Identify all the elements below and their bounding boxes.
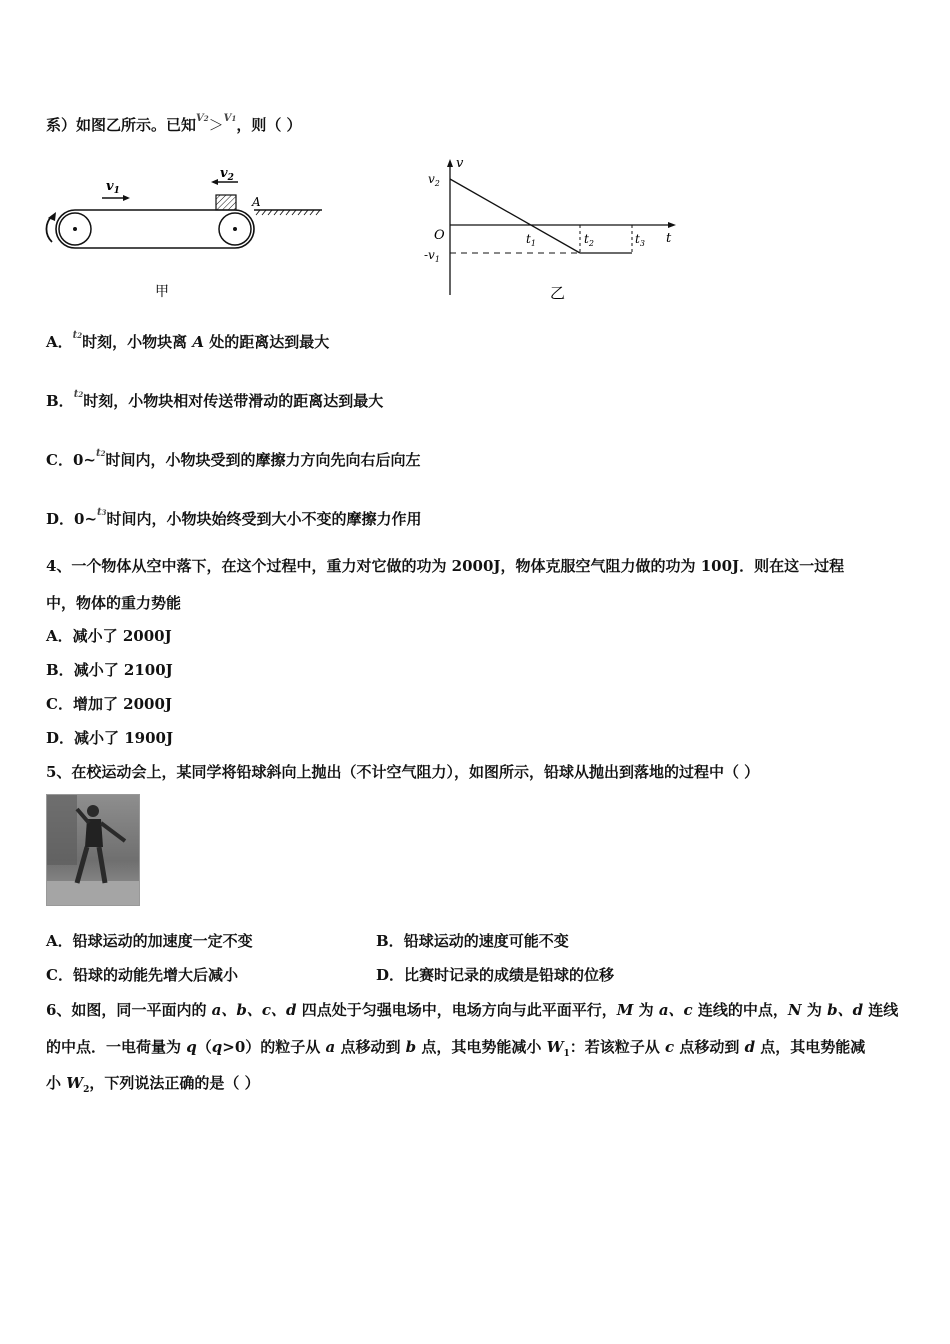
q3-option-d: D．0~$^{t3}$时间内，小物块始终受到大小不变的摩擦力作用 [46, 507, 422, 528]
rotation-arrow-icon [46, 216, 52, 242]
intro-suffix: ，则（ ） [236, 116, 302, 134]
v2-symbol: V2 [196, 113, 209, 124]
q3-option-a: A．$^{t2}$时刻，小物块离 A 处的距离达到最大 [46, 330, 330, 351]
v2-axis-label: $v_2$ [428, 172, 440, 188]
intro-line [46, 115, 302, 138]
v1-symbol: V1 [223, 113, 237, 124]
q4-option-b: B．减小了 2100J [46, 661, 173, 679]
t2-symbol: t2 [72, 330, 83, 341]
block [216, 195, 236, 210]
fig-jia-caption: 甲 [155, 284, 169, 300]
q5-option-c: C．铅球的动能先增大后减小 [46, 966, 238, 984]
q5-option-d: D．比赛时记录的成绩是铅球的位移 [376, 966, 615, 984]
t2-symbol: t2 [95, 448, 106, 459]
q4-option-d: D．减小了 1900J [46, 729, 174, 747]
ground-hatch [256, 210, 320, 215]
q5-option-a: A．铅球运动的加速度一定不变 [46, 932, 253, 950]
intro-prefix: 系）如图乙所示。已知 [46, 116, 197, 134]
t3-label: $t_3$ [635, 232, 645, 248]
q3-option-c: C．0~$^{t2}$时间内，小物块受到的摩擦力方向先向右后向左 [46, 448, 421, 469]
v1-label: $v_1$ [106, 179, 120, 196]
t2-label: $t_2$ [584, 232, 594, 248]
figure-jia-conveyor [40, 160, 330, 305]
point-a-label: A [252, 195, 261, 209]
fig-yi-caption: 乙 [550, 284, 566, 302]
q4-stem-line1: 4、一个物体从空中落下，在这个过程中，重力对它做的功为 2000J，物体克服空气阻力做的功为 100J．则在这一过程 [46, 557, 845, 575]
q4-option-c: C．增加了 2000J [46, 695, 173, 713]
shot-put-photo [46, 794, 140, 906]
neg-v1-axis-label: $-v_1$ [424, 248, 440, 264]
q3-option-b: B．$^{t2}$时刻，小物块相对传送带滑动的距离达到最大 [46, 389, 384, 410]
q4-option-a: A．减小了 2000J [46, 627, 172, 645]
q4-stem-line2: 中，物体的重力势能 [46, 594, 182, 612]
t1-label: $t_1$ [526, 232, 536, 248]
origin-label: O [434, 228, 445, 243]
q6-stem-line2: 的中点．一电荷量为 q（q>0）的粒子从 a 点移动到 b 点，其电势能减小 $W_1$：若该粒子从 c 点移动到 d 点，其电势能减 [46, 1038, 866, 1059]
v-axis-label: v [456, 156, 464, 171]
velocity-line-descending [450, 179, 580, 253]
figure-yi-vt-graph [420, 155, 685, 305]
q5-option-b: B．铅球运动的速度可能不变 [376, 932, 569, 950]
t-axis-label: t [666, 231, 672, 246]
v2-label: $v_2$ [220, 166, 234, 183]
q6-stem-line3: 小 $W_2$，下列说法正确的是（ ） [46, 1074, 260, 1095]
q6-stem-line1: 6、如图，同一平面内的 a、b、c、d 四点处于匀强电场中，电场方向与此平面平行，M 为 a、c 连线的中点，N 为 b、d 连线 [46, 1001, 899, 1019]
t2-symbol: t2 [73, 389, 84, 400]
q5-stem: 5、在校运动会上，某同学将铅球斜向上抛出（不计空气阻力），如图所示，铅球从抛出到落地的过程中（ ） [46, 763, 760, 781]
t3-symbol: t3 [97, 507, 107, 518]
greater-than: ＞ [208, 116, 224, 134]
